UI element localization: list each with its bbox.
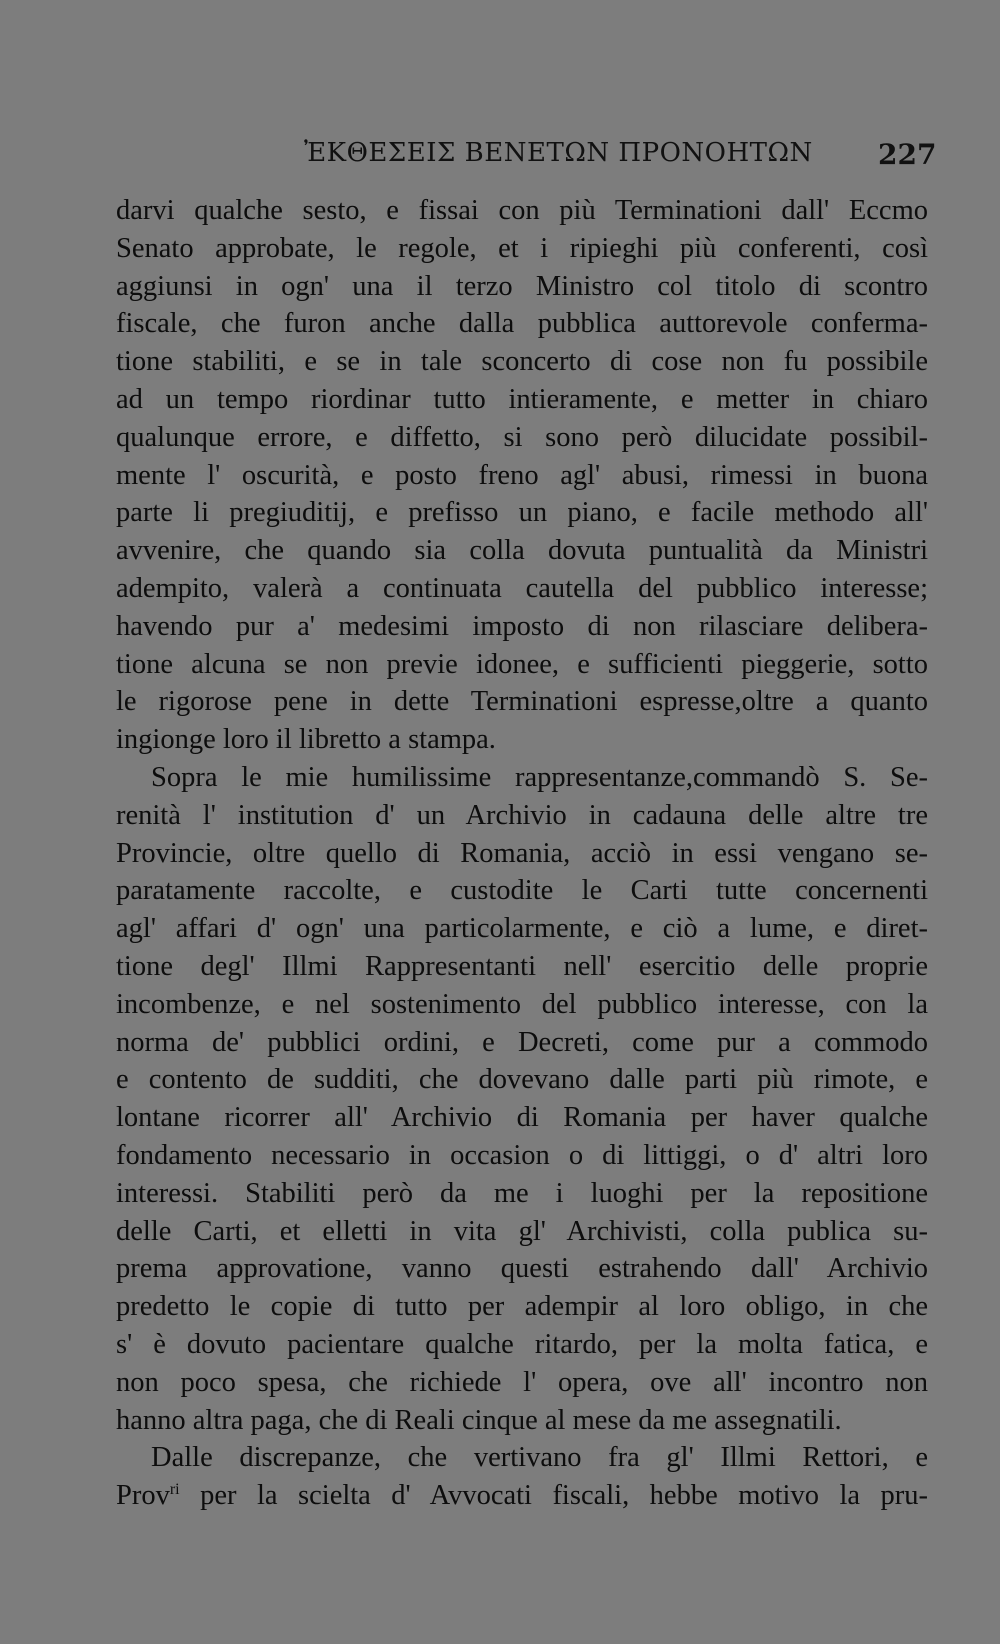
text-line: fondamento necessario in occasion o di littiggi, o d' altri loro <box>116 1139 928 1171</box>
text-line: predetto le copie di tutto per adempir al loro obligo, in che <box>116 1291 928 1323</box>
text-line: Senato approbate, le regole, et i ripieghi più conferenti, così <box>116 232 928 264</box>
text-line: fiscale, che furon anche dalla pubblica auttorevole conferma- <box>116 308 928 340</box>
text-line: ad un tempo riordinar tutto intieramente, e metter in chiaro <box>116 383 928 415</box>
body-text <box>116 192 928 1515</box>
text-line: Provincie, oltre quello di Romania, acciò in essi vengano se- <box>116 837 928 869</box>
text-line: agl' affari d' ogn' una particolarmente, e ciò a lume, e diret- <box>116 913 928 945</box>
text-line: tione degl' Illmi Rappresentanti nell' esercitio delle proprie <box>116 950 928 982</box>
text-line: non poco spesa, che richiede l' opera, ove all' incontro non <box>116 1366 928 1398</box>
text-line: renità l' institution d' un Archivio in cadauna delle altre tre <box>116 799 928 831</box>
text-line: interessi. Stabiliti però da me i luoghi per la repositione <box>116 1177 928 1209</box>
text-line: norma de' pubblici ordini, e Decreti, come pur a commodo <box>116 1026 928 1058</box>
text-line: adempito, valerà a continuata cautella del pubblico interesse; <box>116 572 928 604</box>
superscript-abbreviation: ri <box>169 1481 180 1499</box>
page-number: 227 <box>878 138 937 171</box>
text-line: qualunque errore, e diffetto, si sono però dilucidate possibil- <box>116 421 928 453</box>
text-line: delle Carti, et elletti in vita gl' Archivisti, colla publica su- <box>116 1215 928 1247</box>
text-line: le rigorose pene in dette Terminationi espresse,oltre a quanto <box>116 686 928 718</box>
text-line: darvi qualche sesto, e fissai con più Terminationi dall' Eccmo <box>116 195 928 226</box>
text-line: Sopra le mie humilissime rappresentanze,commandò S. Se- <box>151 761 928 793</box>
text-line: mente l' oscurità, e posto freno agl' abusi, rimessi in buona <box>116 459 928 491</box>
text-line: hanno altra paga, che di Reali cinque al mese da me assegnatili. <box>116 1404 842 1436</box>
text-fragment: per la scielta d' Avvocati fiscali, hebbe motivo la pru- <box>179 1480 928 1512</box>
text-line: aggiunsi in ogn' una il terzo Ministro col titolo di scontro <box>116 270 928 302</box>
text-line: s' è dovuto pacientare qualche ritardo, per la molta fatica, e <box>116 1328 928 1360</box>
text-line: tione stabiliti, e se in tale sconcerto di cose non fu possibile <box>116 346 928 378</box>
text-line: paratamente raccolte, e custodite le Carti tutte concernenti <box>116 875 928 907</box>
text-line: e contento de sudditi, che dovevano dalle parti più rimote, e <box>116 1064 928 1096</box>
text-line: lontane ricorrer all' Archivio di Romania per haver qualche <box>116 1102 928 1134</box>
text-line-final <box>116 1477 928 1515</box>
text-line: ingionge loro il libretto a stampa. <box>116 724 496 756</box>
text-line: avvenire, che quando sia colla dovuta puntualità da Ministri <box>116 535 928 567</box>
running-head-title: ἘΚΘΕΣΕΙΣ ΒΕΝΕΤΩΝ ΠΡΟΝΟΗΤΩΝ <box>304 138 813 168</box>
text-line: havendo pur a' medesimi imposto di non rilasciare delibera- <box>116 610 928 642</box>
text-fragment: Prov <box>116 1480 170 1512</box>
running-head <box>0 138 1000 178</box>
text-line: prema approvatione, vanno questi estrahendo dall' Archivio <box>116 1253 928 1285</box>
text-line: tione alcuna se non previe idonee, e sufficienti pieggerie, sotto <box>116 648 928 680</box>
text-line: incombenze, e nel sostenimento del pubblico interesse, con la <box>116 988 928 1020</box>
text-line: Dalle discrepanze, che vertivano fra gl' Illmi Rettori, e <box>151 1442 928 1474</box>
text-line: parte li pregiuditij, e prefisso un piano, e facile methodo all' <box>116 497 928 529</box>
